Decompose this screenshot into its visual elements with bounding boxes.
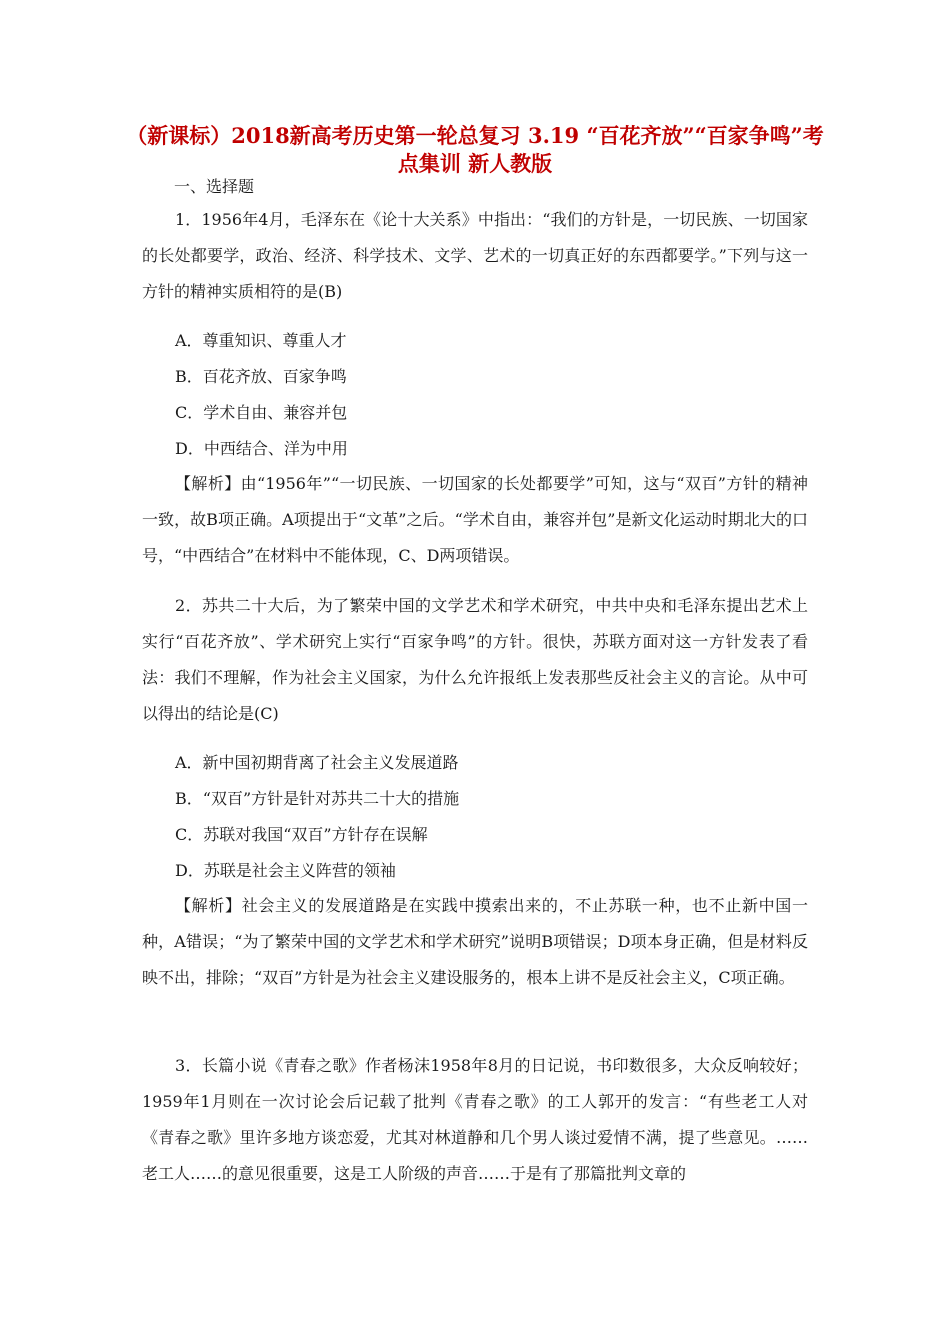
- question-1-option-a: A．尊重知识、尊重人才: [175, 331, 347, 350]
- question-2-option-a: A．新中国初期背离了社会主义发展道路: [175, 753, 459, 772]
- question-1-stem: 1．1956年4月，毛泽东在《论十大关系》中指出：“我们的方针是，一切民族、一切国家的长处都要学，政治、经济、科学技术、文学、艺术的一切真正好的东西都要学。”下列与这一方针的精神实质相符的是(B): [142, 210, 808, 301]
- question-3-stem: 3．长篇小说《青春之歌》作者杨沫1958年8月的日记说，书印数很多，大众反响较好；1959年1月则在一次讨论会后记载了批判《青春之歌》的工人郭开的发言：“有些老工人对《青春之歌》里许多地方谈恋爱，尤其对林道静和几个男人谈过爱情不满，提了些意见。……老工人……的意见很重要，这是工人阶级的声音……于是有了那篇批判文章的: [142, 1056, 808, 1183]
- question-2-option-d: D．苏联是社会主义阵营的领袖: [175, 861, 396, 880]
- question-2-stem: 2．苏共二十大后，为了繁荣中国的文学艺术和学术研究，中共中央和毛泽东提出艺术上实行“百花齐放”、学术研究上实行“百家争鸣”的方针。很快，苏联方面对这一方针发表了看法：我们不理解，作为社会主义国家，为什么允许报纸上发表那些反社会主义的言论。从中可以得出的结论是(C): [142, 596, 808, 723]
- question-2-option-c: C．苏联对我国“双百”方针存在误解: [175, 825, 428, 844]
- question-2-option-b: B．“双百”方针是针对苏共二十大的措施: [175, 789, 460, 808]
- question-1-option-b: B．百花齐放、百家争鸣: [175, 367, 347, 386]
- document-title: （新课标）2018新高考历史第一轮总复习 3.19 “百花齐放”“百家争鸣”考点集训 新人教版: [126, 123, 824, 176]
- section-heading: 一、选择题: [174, 177, 255, 196]
- question-1-option-d: D．中西结合、洋为中用: [175, 439, 348, 458]
- question-1-option-c: C．学术自由、兼容并包: [175, 403, 348, 422]
- question-1-analysis: 【解析】由“1956年”“一切民族、一切国家的长处都要学”可知，这与“双百”方针的精神一致，故B项正确。A项提出于“文革”之后。“学术自由，兼容并包”是新文化运动时期北大的口号，“中西结合”在材料中不能体现，C、D两项错误。: [142, 474, 808, 565]
- question-2-analysis: 【解析】社会主义的发展道路是在实践中摸索出来的，不止苏联一种，也不止新中国一种，A错误；“为了繁荣中国的文学艺术和学术研究”说明B项错误；D项本身正确，但是材料反映不出，排除；“双百”方针是为社会主义建设服务的，根本上讲不是反社会主义，C项正确。: [142, 896, 808, 987]
